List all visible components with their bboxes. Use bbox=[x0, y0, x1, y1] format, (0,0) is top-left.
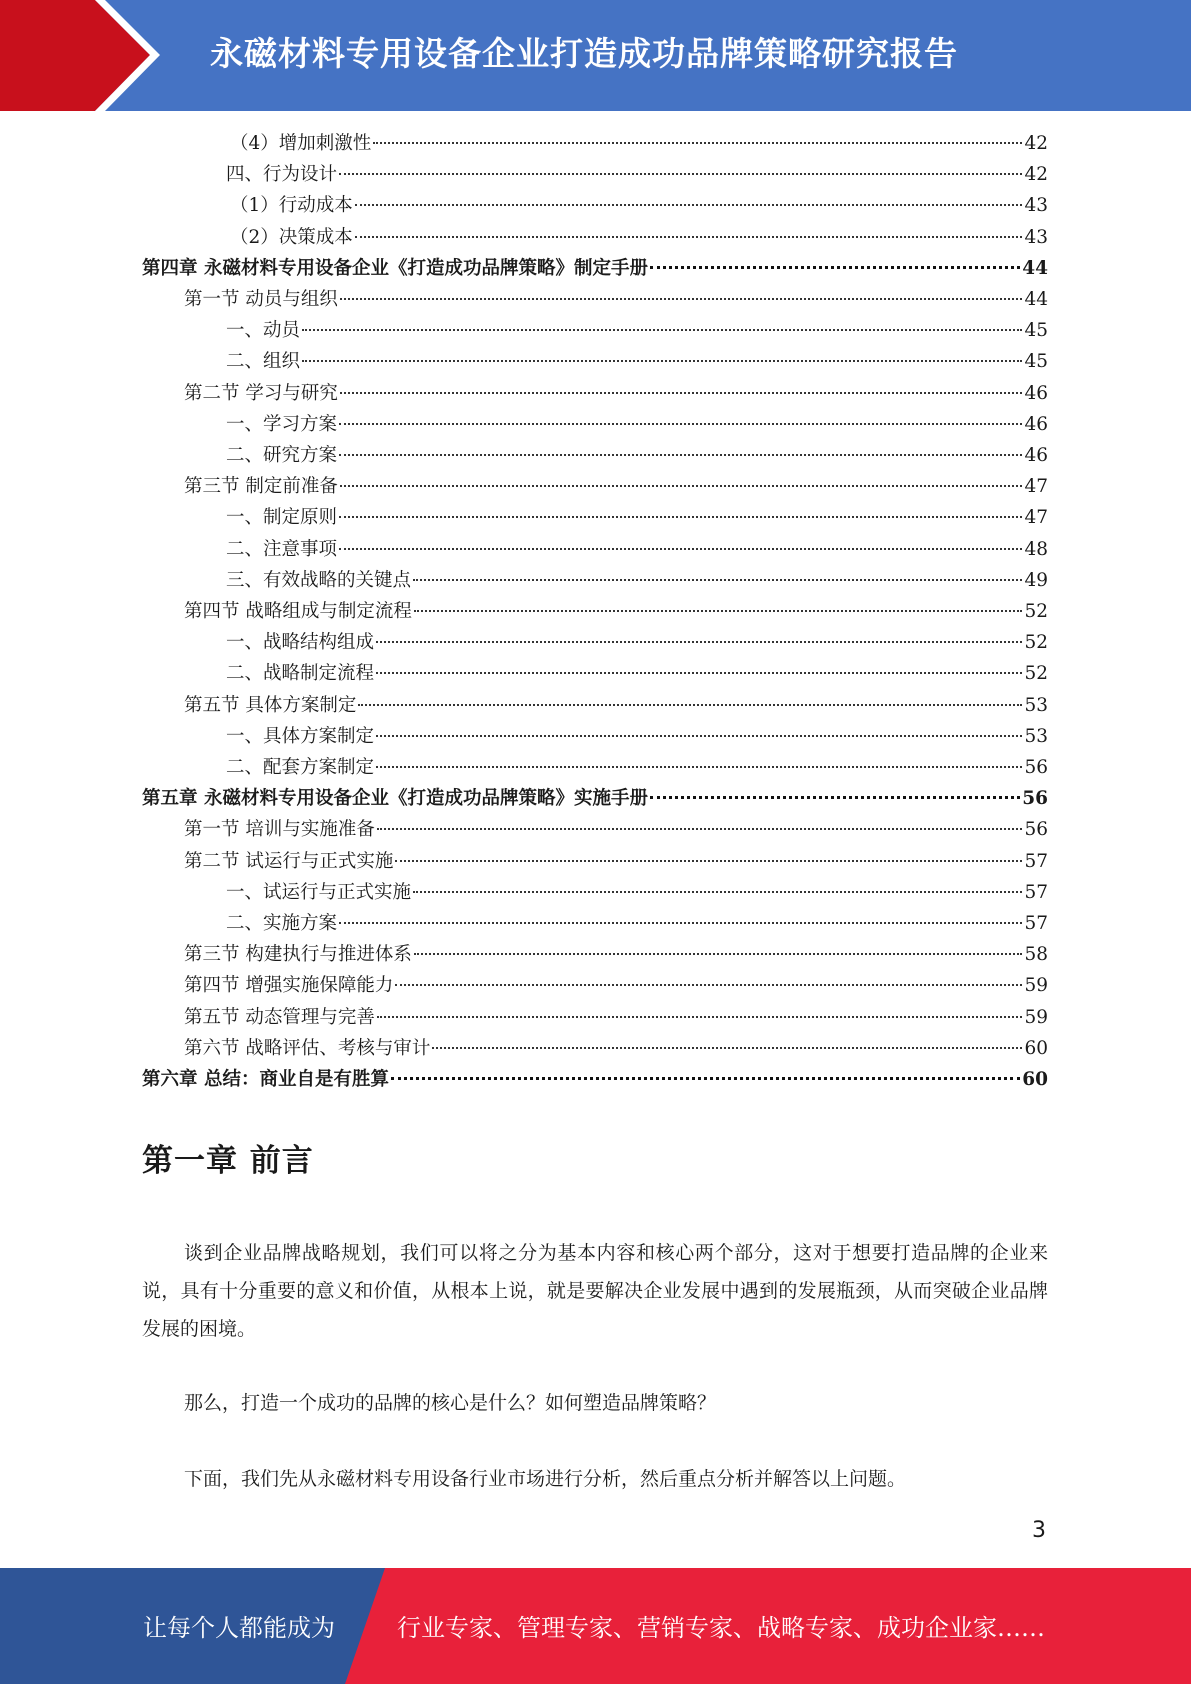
toc-dot-leader bbox=[377, 828, 1023, 830]
toc-dot-leader bbox=[377, 1016, 1023, 1018]
toc-dot-leader bbox=[358, 704, 1022, 706]
toc-entry-page: 49 bbox=[1024, 569, 1048, 591]
toc-entry-title: 四、行为设计 bbox=[226, 164, 338, 186]
toc-entry-page: 56 bbox=[1022, 788, 1048, 810]
toc-entry-title: 二、战略制定流程 bbox=[226, 663, 375, 685]
footer-slogan-right: 行业专家、管理专家、营销专家、战略专家、成功企业家…… bbox=[397, 1614, 1045, 1642]
toc-entry-page: 59 bbox=[1024, 975, 1048, 997]
toc-entry-page: 46 bbox=[1024, 413, 1048, 435]
toc-entry[interactable] bbox=[184, 846, 1048, 877]
toc-entry[interactable] bbox=[184, 284, 1048, 315]
toc-dot-leader bbox=[413, 579, 1022, 581]
toc-dot-leader bbox=[340, 485, 1023, 487]
toc-entry[interactable] bbox=[142, 253, 1048, 284]
toc-entry[interactable] bbox=[230, 222, 1048, 253]
toc-dot-leader bbox=[302, 329, 1022, 331]
header-arrow-logo bbox=[0, 0, 160, 111]
toc-dot-leader bbox=[340, 392, 1023, 394]
toc-entry-page: 46 bbox=[1024, 445, 1048, 466]
toc-dot-leader bbox=[339, 516, 1022, 518]
toc-entry[interactable] bbox=[184, 939, 1048, 970]
toc-entry-page: 57 bbox=[1024, 913, 1048, 934]
toc-entry[interactable] bbox=[184, 690, 1048, 721]
toc-entry-page: 45 bbox=[1024, 320, 1048, 342]
toc-entry-page: 44 bbox=[1024, 289, 1048, 310]
toc-dot-leader bbox=[339, 423, 1022, 425]
toc-entry-page: 52 bbox=[1024, 632, 1048, 654]
toc-dot-leader bbox=[373, 142, 1022, 144]
toc-entry[interactable] bbox=[184, 471, 1048, 502]
toc-entry[interactable] bbox=[226, 908, 1048, 939]
toc-entry-page: 47 bbox=[1024, 507, 1048, 529]
toc-entry-title: 第四章 永磁材料专用设备企业《打造成功品牌策略》制定手册 bbox=[142, 257, 648, 279]
toc-dot-leader bbox=[355, 236, 1023, 238]
toc-entry-title: 第四节 增强实施保障能力 bbox=[184, 975, 394, 997]
toc-entry[interactable] bbox=[184, 1033, 1048, 1064]
toc-entry[interactable] bbox=[226, 534, 1048, 565]
toc-entry-title: 第六节 战略评估、考核与审计 bbox=[184, 1037, 431, 1059]
toc-entry-title: 第五节 具体方案制定 bbox=[184, 694, 357, 716]
toc-entry-title: 一、制定原则 bbox=[226, 507, 338, 529]
toc-entry-title: 第二节 学习与研究 bbox=[184, 382, 338, 404]
toc-entry-title: 二、注意事项 bbox=[226, 538, 338, 560]
toc-entry-title: （1）行动成本 bbox=[230, 195, 353, 217]
toc-entry[interactable] bbox=[226, 315, 1048, 346]
toc-dot-leader bbox=[340, 298, 1023, 300]
toc-entry-page: 45 bbox=[1024, 351, 1048, 373]
toc-entry[interactable] bbox=[184, 378, 1048, 409]
toc-dot-leader bbox=[650, 796, 1020, 799]
toc-entry-page: 56 bbox=[1024, 819, 1048, 841]
toc-entry[interactable] bbox=[230, 190, 1048, 221]
toc-entry[interactable] bbox=[184, 596, 1048, 627]
toc-dot-leader bbox=[395, 860, 1022, 862]
toc-entry[interactable] bbox=[226, 752, 1048, 783]
toc-entry-page: 44 bbox=[1022, 257, 1048, 279]
toc-entry[interactable] bbox=[226, 627, 1048, 658]
toc-entry-title: 一、具体方案制定 bbox=[226, 725, 375, 747]
toc-entry-title: （2）决策成本 bbox=[230, 226, 353, 248]
toc-dot-leader bbox=[413, 891, 1022, 893]
toc-entry[interactable] bbox=[142, 1064, 1048, 1095]
toc-entry-title: 第三节 构建执行与推进体系 bbox=[184, 944, 412, 966]
toc-entry-page: 42 bbox=[1024, 164, 1048, 186]
toc-entry-title: 第四节 战略组成与制定流程 bbox=[184, 601, 412, 622]
toc-entry[interactable] bbox=[226, 658, 1048, 689]
toc-entry-page: 47 bbox=[1024, 476, 1048, 498]
toc-entry-title: 第三节 制定前准备 bbox=[184, 476, 338, 498]
toc-entry-title: 一、动员 bbox=[226, 320, 301, 342]
toc-entry[interactable] bbox=[142, 783, 1048, 814]
toc-entry-page: 42 bbox=[1024, 133, 1048, 154]
toc-dot-leader bbox=[376, 735, 1022, 737]
toc-dot-leader bbox=[376, 641, 1022, 643]
toc-entry-title: 二、实施方案 bbox=[226, 913, 338, 934]
toc-entry-page: 57 bbox=[1024, 881, 1048, 903]
toc-entry[interactable] bbox=[226, 721, 1048, 752]
toc-dot-leader bbox=[650, 266, 1020, 269]
toc-dot-leader bbox=[391, 1077, 1020, 1080]
toc-entry-page: 57 bbox=[1024, 850, 1048, 872]
toc-entry-page: 46 bbox=[1024, 382, 1048, 404]
toc-entry-page: 43 bbox=[1024, 195, 1048, 217]
toc-entry-title: 一、学习方案 bbox=[226, 413, 338, 435]
chapter-title: 第一章 前言 bbox=[142, 1143, 314, 1179]
toc-dot-leader bbox=[414, 610, 1023, 612]
toc-dot-leader bbox=[339, 454, 1022, 456]
toc-entry-title: （4）增加刺激性 bbox=[230, 133, 372, 154]
paragraph: 谈到企业品牌战略规划，我们可以将之分为基本内容和核心两个部分，这对于想要打造品牌的企业来说，具有十分重要的意义和价值，从根本上说，就是要解决企业发展中遇到的发展瓶颈，从而突破企业品牌发展的困境。 bbox=[142, 1242, 1048, 1340]
toc-entry-title: 第五章 永磁材料专用设备企业《打造成功品牌策略》实施手册 bbox=[142, 788, 648, 810]
toc-entry[interactable] bbox=[226, 877, 1048, 908]
report-title: 永磁材料专用设备企业打造成功品牌策略研究报告 bbox=[210, 34, 958, 73]
toc-entry[interactable] bbox=[226, 502, 1048, 533]
toc-entry-page: 53 bbox=[1024, 694, 1048, 716]
header-banner bbox=[0, 0, 1191, 111]
toc-entry-title: 二、配套方案制定 bbox=[226, 757, 375, 778]
toc-dot-leader bbox=[376, 672, 1022, 674]
toc-entry-page: 52 bbox=[1024, 601, 1048, 622]
toc-entry[interactable] bbox=[226, 159, 1048, 190]
toc-entry-title: 二、研究方案 bbox=[226, 445, 338, 466]
toc-dot-leader bbox=[376, 766, 1022, 768]
toc-entry-page: 43 bbox=[1024, 226, 1048, 248]
page-number: 3 bbox=[1032, 1518, 1046, 1543]
toc-entry-page: 48 bbox=[1024, 538, 1048, 560]
toc-dot-leader bbox=[432, 1047, 1022, 1049]
toc-entry-title: 三、有效战略的关键点 bbox=[226, 569, 412, 591]
toc-entry-title: 第一节 培训与实施准备 bbox=[184, 819, 375, 841]
footer-slogan-left: 让每个人都能成为 bbox=[143, 1614, 335, 1642]
toc-dot-leader bbox=[339, 173, 1022, 175]
toc-entry[interactable] bbox=[184, 814, 1048, 845]
toc-entry-title: 一、试运行与正式实施 bbox=[226, 881, 412, 903]
toc-entry-title: 一、战略结构组成 bbox=[226, 632, 375, 654]
toc-dot-leader bbox=[414, 953, 1023, 955]
toc-dot-leader bbox=[395, 984, 1022, 986]
toc-entry-page: 58 bbox=[1024, 944, 1048, 966]
toc-entry-title: 二、组织 bbox=[226, 351, 301, 373]
toc-entry-page: 52 bbox=[1024, 663, 1048, 685]
toc-entry-page: 60 bbox=[1024, 1037, 1048, 1059]
toc-entry-title: 第六章 总结：商业自是有胜算 bbox=[142, 1069, 389, 1090]
toc-entry-title: 第五节 动态管理与完善 bbox=[184, 1006, 375, 1028]
toc-dot-leader bbox=[302, 360, 1022, 362]
toc-dot-leader bbox=[339, 548, 1022, 550]
toc-entry-page: 56 bbox=[1024, 757, 1048, 778]
toc-entry-page: 60 bbox=[1022, 1069, 1048, 1090]
paragraph: 下面，我们先从永磁材料专用设备行业市场进行分析，然后重点分析并解答以上问题。 bbox=[184, 1468, 907, 1490]
toc-entry[interactable] bbox=[226, 565, 1048, 596]
toc-entry[interactable] bbox=[230, 128, 1048, 159]
toc-entry[interactable] bbox=[184, 970, 1048, 1001]
toc-entry[interactable] bbox=[226, 346, 1048, 377]
footer-banner bbox=[0, 1568, 1191, 1684]
toc-entry-title: 第二节 试运行与正式实施 bbox=[184, 850, 394, 872]
toc-dot-leader bbox=[355, 204, 1023, 206]
toc-entry[interactable] bbox=[184, 1002, 1048, 1033]
paragraph: 那么，打造一个成功的品牌的核心是什么？如何塑造品牌策略？ bbox=[184, 1392, 717, 1414]
toc-entry[interactable] bbox=[226, 440, 1048, 471]
toc-entry-page: 59 bbox=[1024, 1006, 1048, 1028]
toc-entry-title: 第一节 动员与组织 bbox=[184, 289, 338, 310]
toc-entry-page: 53 bbox=[1024, 725, 1048, 747]
toc-entry[interactable] bbox=[226, 409, 1048, 440]
toc-dot-leader bbox=[339, 922, 1022, 924]
